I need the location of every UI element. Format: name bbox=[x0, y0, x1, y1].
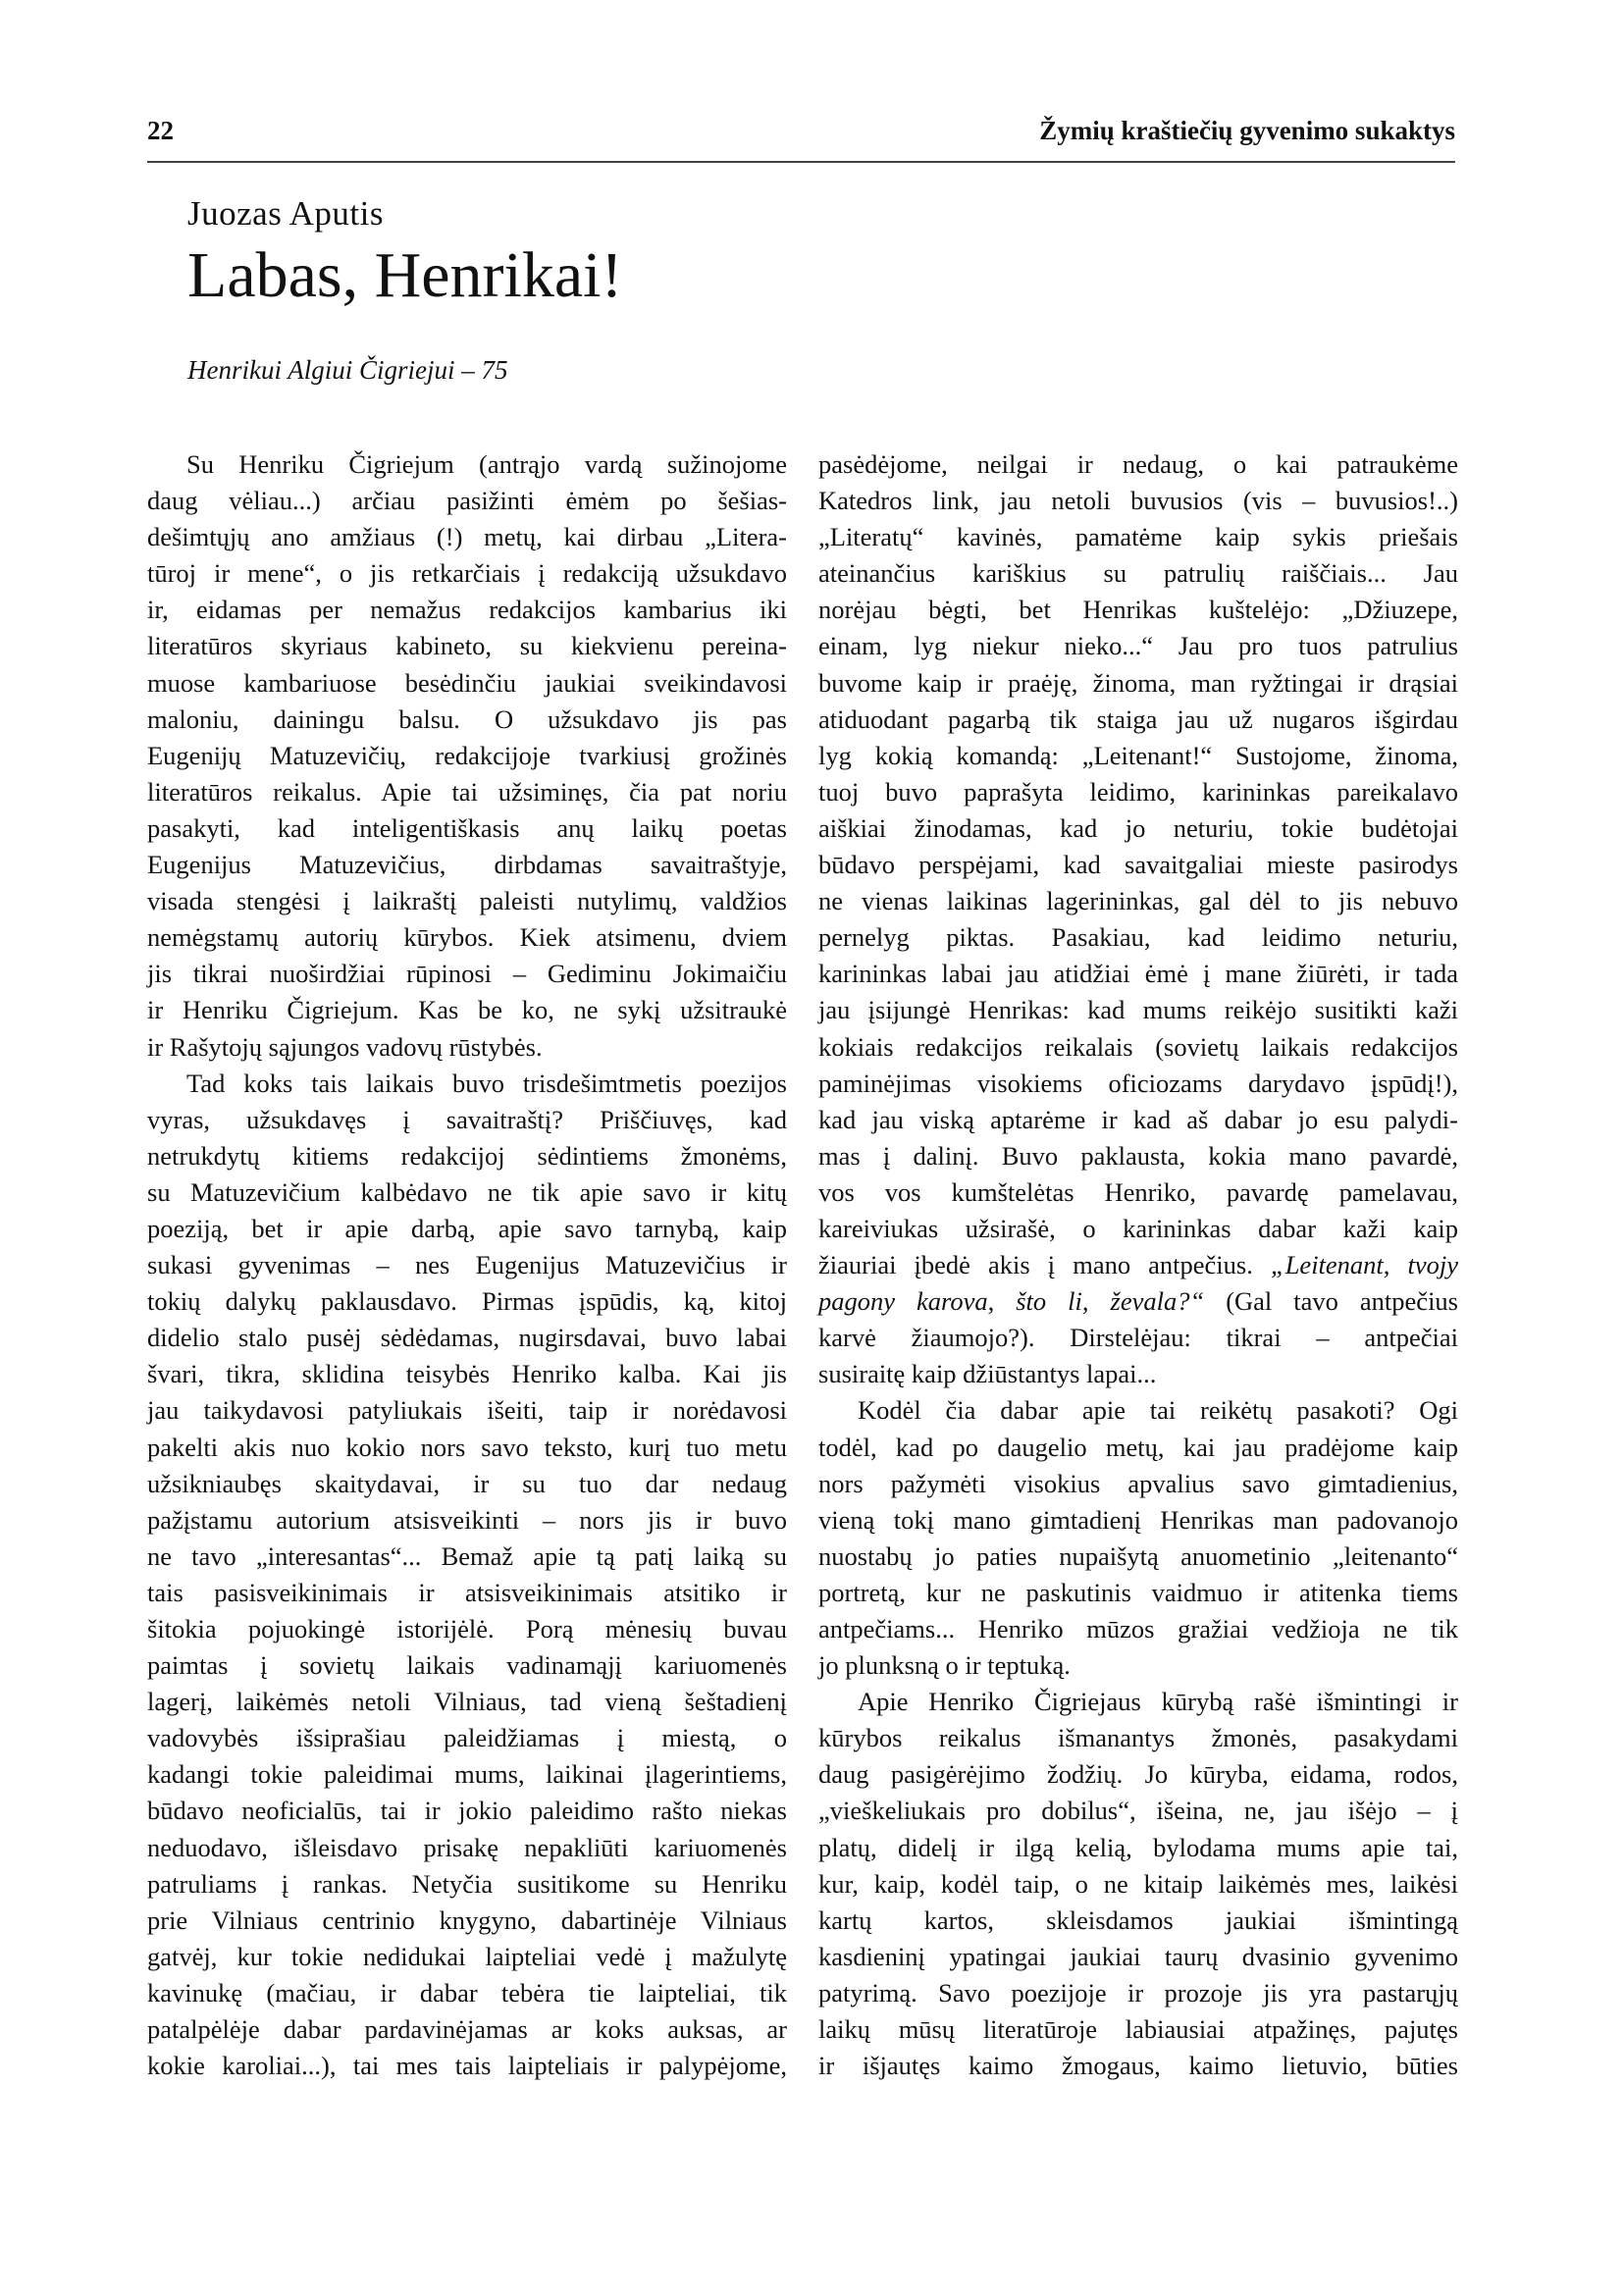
text-line: vadovybės išsiprašiau paleidžiamas į miestą, o bbox=[147, 1723, 787, 1753]
text-line: ir Rašytojų sąjungos vadovų rūstybės. bbox=[147, 1031, 543, 1062]
text-line: einam, lyg niekur nieko...“ Jau pro tuos patrulius bbox=[818, 631, 1458, 661]
article-title: Labas, Henrikai! bbox=[187, 239, 623, 311]
text-line: Kodėl čia dabar apie tai reikėtų pasakoti? Ogi bbox=[858, 1395, 1458, 1426]
text-line: neduodavo, išleisdavo prisakę nepakliūti kariuomenės bbox=[147, 1832, 787, 1862]
text-line: karvė žiaumojo?). Dirstelėjau: tikrai – antpečiai bbox=[818, 1323, 1458, 1353]
text-line: ateinančius kariškius su patrulių raiščiais... Jau bbox=[818, 558, 1458, 589]
text-line: kur, kaip, kodėl taip, o ne kitaip laikėmės mes, laikėsi bbox=[818, 1868, 1458, 1899]
text-line: nemėgstamų autorių kūrybos. Kiek atsimenu, dviem bbox=[147, 922, 787, 953]
text-line: jau taikydavosi patyliukais išeiti, taip ir norėdavosi bbox=[147, 1395, 787, 1426]
text-line: Katedros link, jau netoli buvusios (vis – buvusios!..) bbox=[818, 486, 1458, 516]
text-line: ir, eidamas per nemažus redakcijos kambarius iki bbox=[147, 595, 787, 625]
text-line: tūroj ir mene“, o jis retkarčiais į redakciją užsukdavo bbox=[147, 558, 787, 589]
article-author: Juozas Aputis bbox=[187, 194, 384, 233]
text-line: būdavo perspėjami, kad savaitgaliai mieste pasirodys bbox=[818, 850, 1458, 880]
text-line: atiduodant pagarbą tik staiga jau už nugaros išgirdau bbox=[818, 704, 1458, 734]
text-line: nors pažymėti visokius apvalius savo gimtadienius, bbox=[818, 1468, 1458, 1498]
text-line: šitokia pojuokingė istorijėlė. Porą mėnesių buvau bbox=[147, 1614, 787, 1643]
text-line: poeziją, bet ir apie darbą, apie savo tarnybą, kaip bbox=[147, 1213, 787, 1243]
text-line: kokie karoliai...), tai mes tais laipteliais ir palypėjome, bbox=[147, 2051, 787, 2081]
text-line: antpečiams... Henriko mūzos gražiai vedžioja ne tik bbox=[818, 1614, 1458, 1643]
text-line: pažįstamu autorium atsisveikinti – nors jis ir buvo bbox=[147, 1504, 787, 1535]
text-line: netrukdytų kitiems redakcijoj sėdintiems žmonėms, bbox=[147, 1140, 787, 1171]
text-line: literatūros skyriaus kabineto, su kiekvienu pereina- bbox=[147, 631, 787, 661]
text-line: portretą, kur ne paskutinis vaidmuo ir atitenka tiems bbox=[818, 1577, 1458, 1607]
text-line: lyg kokią komandą: „Leitenant!“ Sustojome, žinoma, bbox=[818, 740, 1458, 770]
text-line: Su Henriku Čigriejum (antrąjo vardą sužinojome bbox=[186, 449, 787, 479]
text-line: Eugenijų Matuzevičių, redakcijoje tvarkiusį grožinės bbox=[147, 740, 787, 770]
text-line: vyras, užsukdavęs į savaitraštį? Priščiuvęs, kad bbox=[147, 1104, 787, 1134]
text-line: kavinukę (mačiau, ir dabar tebėra tie laipteliai, tik bbox=[147, 1977, 787, 2008]
text-line: laikų mūsų literatūroje labiausiai atpažinęs, pajutęs bbox=[818, 2014, 1458, 2045]
left-column bbox=[147, 446, 787, 2084]
text-line: kokiais redakcijos reikalais (sovietų laikais redakcijos bbox=[818, 1031, 1458, 1062]
italic-quote: „Leitenant, tvojy bbox=[1270, 1250, 1458, 1280]
text-line: „Literatų“ kavinės, pamatėme kaip sykis priešais bbox=[818, 522, 1458, 552]
text-line: patyrimą. Savo poezijoje ir prozoje jis yra pastarųjų bbox=[818, 1977, 1458, 2008]
text-line: sukasi gyvenimas – nes Eugenijus Matuzevičius ir bbox=[147, 1250, 787, 1280]
text-line: pasakyti, kad inteligentiškasis anų laikų poetas bbox=[147, 812, 787, 843]
text-line: patalpėlėje dabar pardavinėjamas ar koks auksas, ar bbox=[147, 2014, 787, 2045]
text-line: kartų kartos, skleisdamos jaukiai išmintingą bbox=[818, 1904, 1458, 1935]
text-line: paimtas į sovietų laikais vadinamąjį kariuomenės bbox=[147, 1650, 787, 1681]
text-line: kadangi tokie paleidimai mums, laikinai įlagerintiems, bbox=[147, 1759, 787, 1790]
text-line: buvome kaip ir praėję, žinoma, man ryžtingai ir drąsiai bbox=[818, 667, 1458, 698]
page-header bbox=[147, 116, 1455, 163]
text-line: muose kambariuose besėdinčiu jaukiai sveikindavosi bbox=[147, 667, 787, 698]
text-line: visada stengėsi į laikraštį paleisti nutylimų, valdžios bbox=[147, 886, 787, 916]
text-line: Apie Henriko Čigriejaus kūrybą rašė išmintingi ir bbox=[858, 1687, 1458, 1717]
text-line: todėl, kad po daugelio metų, kai jau pradėjome kaip bbox=[818, 1432, 1458, 1462]
text-line: „vieškeliukais pro dobilus“, išeina, ne, jau išėjo – į bbox=[818, 1796, 1458, 1826]
text-line: jis tikrai nuoširdžiai rūpinosi – Gediminu Jokimaičiu bbox=[147, 959, 787, 989]
text-line: ir Henriku Čigriejum. Kas be ko, ne sykį užsitraukė bbox=[147, 995, 787, 1025]
text-line: kasdieninį ypatingai jaukiai taurų dvasinio gyvenimo bbox=[818, 1941, 1458, 1971]
text-line: žiauriai įbedė akis į mano antpečius. „Leitenant, tvojy bbox=[818, 1250, 1458, 1280]
text-line: jo plunksną o ir teptuką. bbox=[818, 1650, 1071, 1681]
text-line: platų, didelį ir ilgą kelią, bylodama mums apie tai, bbox=[818, 1832, 1458, 1862]
text-line: pagony karova, što li, ževala?“ (Gal tavo antpečius bbox=[818, 1286, 1458, 1317]
text-line: kūrybos reikalus išmanantys žmonės, pasakydami bbox=[818, 1723, 1458, 1753]
text-line: daug vėliau...) arčiau pasižinti ėmėm po šešias- bbox=[147, 486, 787, 516]
text-line: tuoj buvo paprašyta leidimo, karininkas pareikalavo bbox=[818, 776, 1458, 807]
text-line: patruliams į rankas. Netyčia susitikome su Henriku bbox=[147, 1868, 787, 1899]
text-line: būdavo neoficialūs, tai ir jokio paleidimo rašto niekas bbox=[147, 1796, 787, 1826]
text-line: Tad koks tais laikais buvo trisdešimtmetis poezijos bbox=[186, 1068, 787, 1098]
text-line: norėjau bėgti, bet Henrikas kuštelėjo: „Džiuzepe, bbox=[818, 595, 1458, 625]
text-line: gatvėj, kur tokie nedidukai laipteliai vedė į mažulytę bbox=[147, 1941, 787, 1971]
text-line: kareiviukas užsirašė, o karininkas dabar kaži kaip bbox=[818, 1213, 1458, 1243]
text-line: užsikniaubęs skaitydavai, ir su tuo dar nedaug bbox=[147, 1468, 787, 1498]
text-line: kad jau viską aptarėme ir kad aš dabar jo esu palydi- bbox=[818, 1104, 1458, 1134]
text-line: maloniu, dainingu balsu. O užsukdavo jis pas bbox=[147, 704, 787, 734]
text-line: aiškiai žinodamas, kad jo neturiu, tokie budėtojai bbox=[818, 812, 1458, 843]
text-line: vos vos kumštelėtas Henriko, pavardę pamelavau, bbox=[818, 1176, 1458, 1207]
text-line: pakelti akis nuo kokio nors savo teksto, kurį tuo metu bbox=[147, 1432, 787, 1462]
text-line: ir išjautęs kaimo žmogaus, kaimo lietuvio, būties bbox=[818, 2051, 1458, 2081]
text-line: švari, tikra, sklidina teisybės Henriko kalba. Kai jis bbox=[147, 1359, 787, 1389]
text-line: pasėdėjome, neilgai ir nedaug, o kai patraukėme bbox=[818, 449, 1458, 479]
text-line: nuostabų jo paties nupaišytą anuometinio „leitenanto“ bbox=[818, 1540, 1458, 1571]
text-line: dešimtųjų ano amžiaus (!) metų, kai dirbau „Litera- bbox=[147, 522, 787, 552]
page-number: 22 bbox=[147, 116, 174, 145]
text-line: literatūros reikalus. Apie tai užsiminęs, čia pat noriu bbox=[147, 776, 787, 807]
text-line: ne vienas laikinas lagerininkas, gal dėl to jis nebuvo bbox=[818, 886, 1458, 916]
right-column bbox=[818, 446, 1458, 2084]
text-line: lagerį, laikėmės netoli Vilniaus, tad vieną šeštadienį bbox=[147, 1687, 787, 1717]
text-line: mas į dalinį. Buvo paklausta, kokia mano pavardė, bbox=[818, 1140, 1458, 1171]
text-line: vieną tokį mano gimtadienį Henrikas man padovanojo bbox=[818, 1504, 1458, 1535]
text-line: su Matuzevičium kalbėdavo ne tik apie savo ir kitų bbox=[147, 1176, 787, 1207]
running-title: Žymių kraštiečių gyvenimo sukaktys bbox=[1039, 116, 1455, 145]
text-line: daug pasigėrėjimo žodžių. Jo kūryba, eidama, rodos, bbox=[818, 1759, 1458, 1790]
text-line: pernelyg piktas. Pasakiau, kad leidimo neturiu, bbox=[818, 922, 1458, 953]
text-line: karininkas labai jau atidžiai ėmė į mane žiūrėti, ir tada bbox=[818, 959, 1458, 989]
text-line: didelio stalo pusėj sėdėdamas, nugirsdavai, buvo labai bbox=[147, 1323, 787, 1353]
article-subtitle: Henrikui Algiui Čigriejui – 75 bbox=[187, 355, 508, 385]
text-line: tokių dalykų paklausdavo. Pirmas įspūdis, ką, kitoj bbox=[147, 1286, 787, 1317]
text-line: jau įsijungė Henrikas: kad mums reikėjo susitikti kaži bbox=[818, 995, 1458, 1025]
text-line: Eugenijus Matuzevičius, dirbdamas savaitraštyje, bbox=[147, 850, 787, 880]
text-line: paminėjimas visokiems oficiozams darydavo įspūdį!), bbox=[818, 1068, 1458, 1098]
text-line: ne tavo „interesantas“... Bemaž apie tą patį laiką su bbox=[147, 1540, 787, 1571]
italic-quote: pagony karova, što li, ževala?“ bbox=[818, 1286, 1205, 1317]
text-line: prie Vilniaus centrinio knygyno, dabartinėje Vilniaus bbox=[147, 1904, 787, 1935]
text-line: susiraitę kaip džiūstantys lapai... bbox=[818, 1359, 1157, 1389]
text-line: tais pasisveikinimais ir atsisveikinimais atsitiko ir bbox=[147, 1577, 787, 1607]
